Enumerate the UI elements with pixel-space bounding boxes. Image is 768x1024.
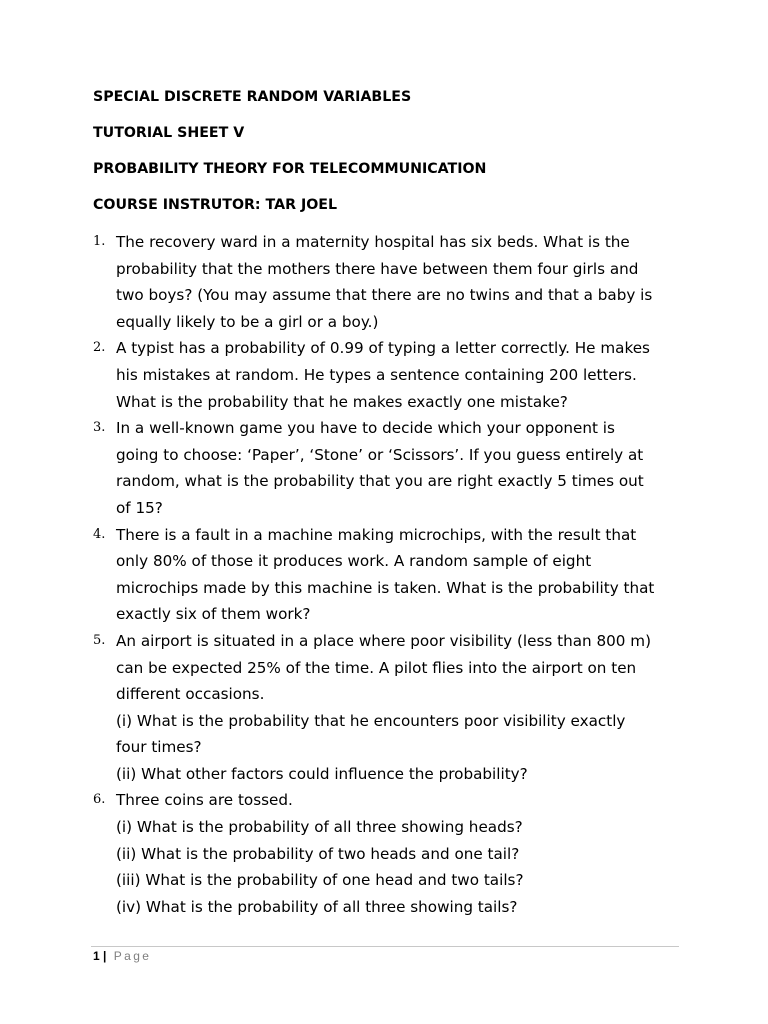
question-text-line: (iv) What is the probability of all three showing tails? (116, 897, 518, 916)
question-text-line: In a well-known game you have to decide which your opponent is (116, 419, 615, 438)
question-number: 1. (93, 234, 106, 249)
question-text-line: What is the probability that he makes exactly one mistake? (116, 392, 568, 411)
page-footer (93, 947, 151, 965)
question-list (93, 229, 683, 920)
question-text-line: of 15? (116, 498, 163, 517)
question-item (93, 628, 683, 788)
instructor-line: COURSE INSTRUTOR: TAR JOEL (93, 197, 338, 213)
question-text-line: exactly six of them work? (116, 605, 311, 624)
footer-divider (91, 946, 679, 947)
question-text-line: (iii) What is the probability of one head and two tails? (116, 871, 524, 890)
question-text-line: random, what is the probability that you are right exactly 5 times out (116, 472, 644, 491)
question-text-line: An airport is situated in a place where poor visibility (less than 800 m) (116, 631, 652, 650)
question-text-line: Three coins are tossed. (116, 791, 293, 810)
question-text-line: microchips made by this machine is taken. What is the probability that (116, 578, 655, 597)
question-text-line: probability that the mothers there have between them four girls and (116, 259, 639, 278)
document-title: SPECIAL DISCRETE RANDOM VARIABLES (93, 89, 412, 105)
tutorial-sheet-label: TUTORIAL SHEET V (93, 125, 245, 141)
question-number: 6. (93, 792, 106, 808)
footer-separator: | (103, 949, 107, 963)
question-text-line: different occasions. (116, 685, 265, 704)
page-label: Page (113, 949, 152, 963)
question-number: 4. (93, 526, 106, 542)
question-text-line: A typist has a probability of 0.99 of typing a letter correctly. He makes (116, 339, 650, 358)
question-number: 3. (93, 420, 106, 436)
question-text-line: (i) What is the probability that he encounters poor visibility exactly (116, 711, 626, 730)
header-block (93, 86, 693, 230)
question-item (93, 229, 683, 335)
question-item (93, 787, 683, 920)
question-text-line: (ii) What other factors could influence the probability? (116, 764, 528, 783)
question-text-line: four times? (116, 738, 202, 757)
question-text-line: There is a fault in a machine making microchips, with the result that (116, 525, 637, 544)
question-text-line: two boys? (You may assume that there are no twins and that a baby is (116, 286, 653, 305)
question-text-line: (i) What is the probability of all three showing heads? (116, 818, 523, 837)
page-number: 1 (93, 949, 100, 963)
question-number: 5. (93, 632, 106, 648)
question-text-line: equally likely to be a girl or a boy.) (116, 312, 379, 331)
question-item (93, 415, 683, 521)
question-text-line: The recovery ward in a maternity hospital has six beds. What is the (116, 233, 630, 251)
question-text-line: can be expected 25% of the time. A pilot flies into the airport on ten (116, 658, 637, 677)
course-title: PROBABILITY THEORY FOR TELECOMMUNICATION (93, 161, 487, 177)
question-number: 2. (93, 340, 106, 356)
question-text-line: only 80% of those it produces work. A random sample of eight (116, 552, 592, 571)
question-text-line: (ii) What is the probability of two heads and one tail? (116, 844, 520, 863)
question-item (93, 522, 683, 628)
question-text-line: going to choose: ‘Paper’, ‘Stone’ or ‘Scissors’. If you guess entirely at (116, 445, 644, 464)
question-item (93, 335, 683, 415)
question-text-line: his mistakes at random. He types a sentence containing 200 letters. (116, 365, 637, 384)
